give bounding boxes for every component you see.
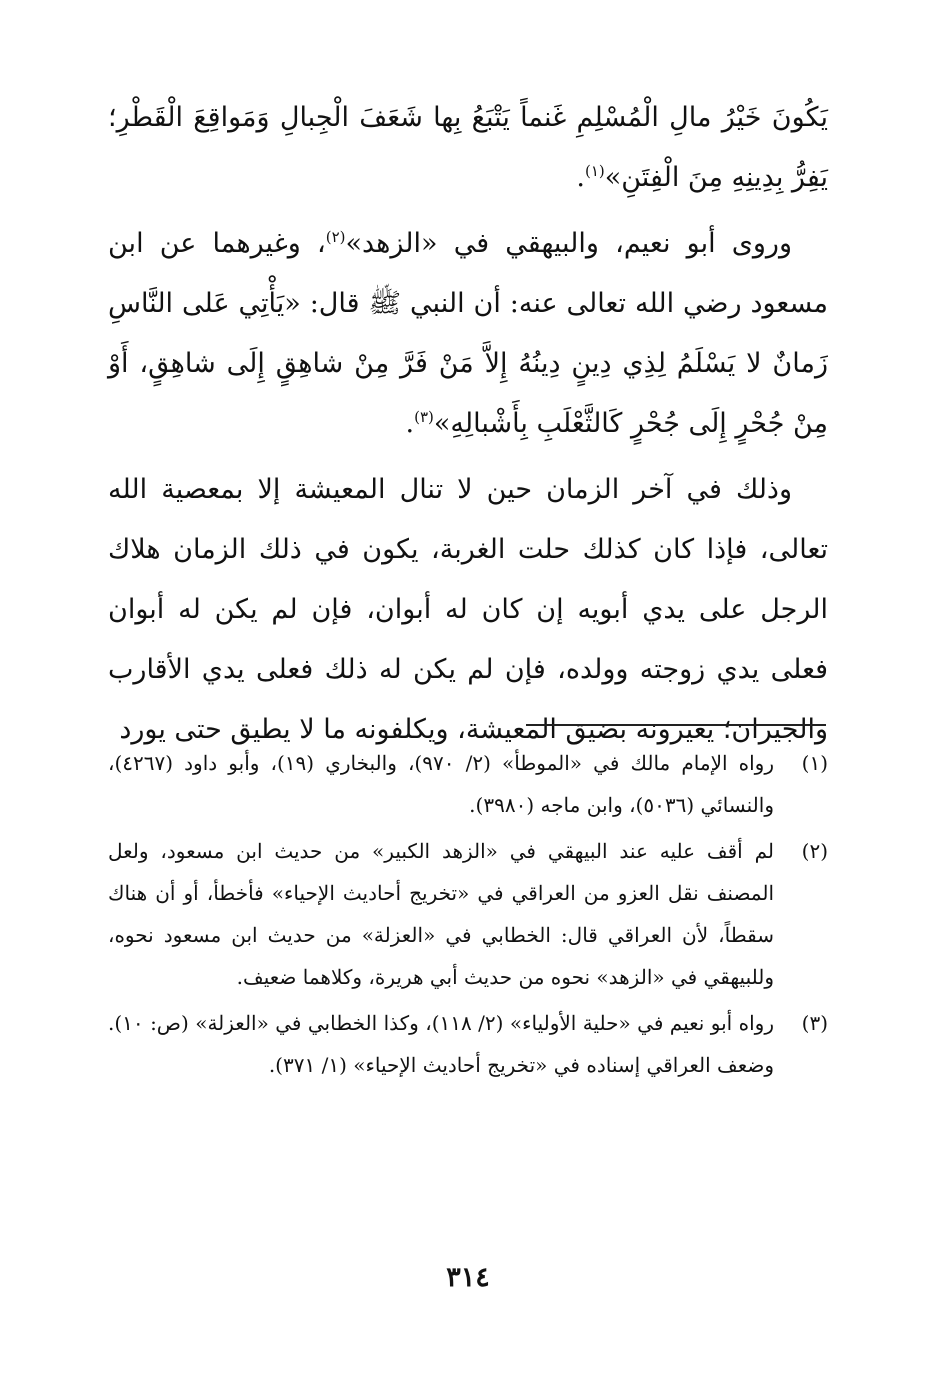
footnote-number: (١) (801, 751, 828, 775)
paragraph-1 (108, 88, 828, 208)
paragraph-1-end: . (576, 162, 585, 193)
paragraph-3: وذلك في آخر الزمان حين لا تنال المعيشة إلا بمعصية الله تعالى، فإذا كان كذلك حلت الغربة، يكون في ذلك الزمان هلاك الرجل على يدي أبويه إن كان له أبوان، فإن لم يكن له أبوان فعلى يدي زوجته وولده، فإن لم يكن له ذلك فعلى يدي الأقارب والجيران؛ يعيرونه بضيق المعيشة، ويكلفونه ما لا يطيق حتى يورد (108, 474, 828, 745)
footnote-text: رواه الإمام مالك في «الموطأ» (٢/ ٩٧٠)، والبخاري (١٩)، وأبو داود (٤٢٦٧)، والنسائي (٥٠٣٦)، وابن ماجه (٣٩٨٠). (108, 751, 775, 817)
footnote-ref-3: (٣) (414, 408, 434, 426)
footnote-2 (108, 830, 828, 998)
footnote-ref-2: (٢) (325, 228, 346, 246)
footnote-number: (٣) (801, 1011, 828, 1035)
paragraph-2-text-a: وروى أبو نعيم، والبيهقي في «الزهد» (345, 228, 792, 259)
main-text (108, 88, 828, 766)
paragraph-2-end: . (405, 408, 415, 439)
footnote-text: لم أقف عليه عند البيهقي في «الزهد الكبير» من حديث ابن مسعود، ولعل المصنف نقل العزو من العراقي في «تخريج أحاديث الإحياء» فأخطأ، أو أن هناك سقطاً، لأن العراقي قال: الخطابي في «العزلة» من حديث ابن مسعود نحوه، وللبيهقي في «الزهد» نحوه من حديث أبي هريرة، وكلاهما ضعيف. (108, 839, 774, 989)
paragraph-2 (108, 214, 828, 454)
paragraph-1-text: يَكُونَ خَيْرُ مالِ الْمُسْلِمِ غَنماً يَتْبَعُ بِها شَعَفَ الْجِبالِ وَمَواقِعَ الْقَطْرِ؛ يَفِرُّ بِدِينِهِ مِنَ الْفِتَنِ» (108, 102, 828, 193)
footnote-3 (108, 1002, 828, 1086)
footnote-text: رواه أبو نعيم في «حلية الأولياء» (٢/ ١١٨)، وكذا الخطابي في «العزلة» (ص: ١٠). وضعف العراقي إسناده في «تخريج أحاديث الإحياء» (١/ ٣٧١). (108, 1011, 774, 1077)
footnote-number: (٢) (801, 839, 828, 863)
footnotes (108, 742, 828, 1090)
footnote-separator (526, 724, 826, 726)
paragraph-2-text-b: ، وغيرهما عن ابن مسعود رضي الله تعالى عنه: أن النبي ﷺ قال: «يَأْتِي عَلى النَّاسِ زَمانٌ لا يَسْلَمُ لِذِي دِينٍ دِينُهُ إِلاَّ مَنْ فَرَّ مِنْ شاهِقٍ إِلَى شاهِقٍ، أَوْ مِنْ جُحْرٍ إِلَى جُحْرٍ كَالثَّعْلَبِ بِأَشْبالِهِ» (108, 228, 828, 439)
footnote-1 (108, 742, 828, 826)
page-number: ٣١٤ (446, 1262, 490, 1293)
footnote-ref-1: (١) (584, 162, 605, 180)
